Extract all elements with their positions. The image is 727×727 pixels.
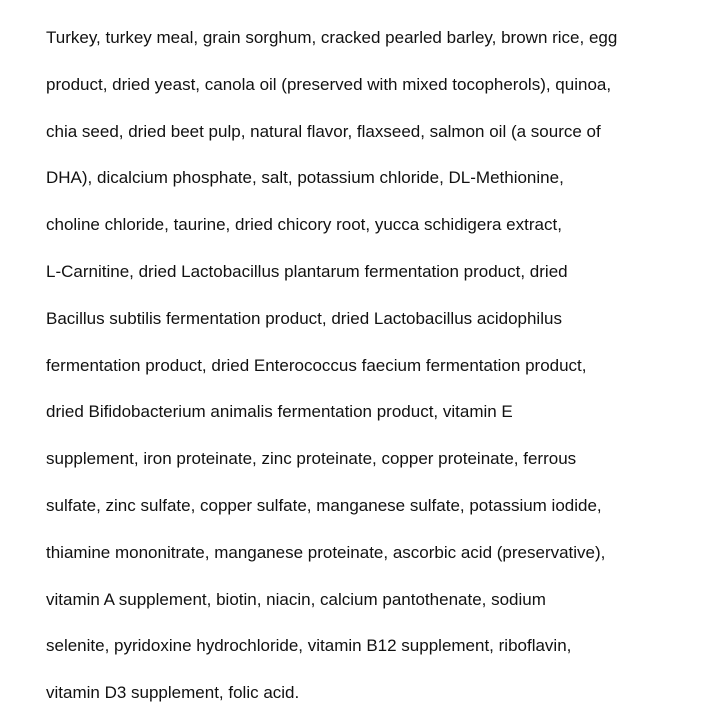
text-line: choline chloride, taurine, dried chicory root, yucca schidigera extract, [46,215,562,235]
text-line: vitamin D3 supplement, folic acid. [46,683,300,703]
text-line: vitamin A supplement, biotin, niacin, calcium pantothenate, sodium [46,589,546,609]
text-line: fermentation product, dried Enterococcus faecium fermentation product, [46,355,587,375]
text-line: thiamine mononitrate, manganese proteinate, ascorbic acid (preservative), [46,542,606,562]
text-line: supplement, iron proteinate, zinc proteinate, copper proteinate, ferrous [46,449,577,469]
text-line: selenite, pyridoxine hydrochloride, vitamin B12 supplement, riboflavin, [46,636,572,656]
text-line: Turkey, turkey meal, grain sorghum, cracked pearled barley, brown rice, egg [46,28,618,47]
text-line: product, dried yeast, canola oil (preserved with mixed tocopherols), quinoa, [46,74,612,94]
text-line: sulfate, zinc sulfate, copper sulfate, manganese sulfate, potassium iodide, [46,495,602,515]
text-line: L-Carnitine, dried Lactobacillus plantarum fermentation product, dried [46,261,568,281]
text-line: chia seed, dried beet pulp, natural flavor, flaxseed, salmon oil (a source of [46,121,601,141]
text-line: DHA), dicalcium phosphate, salt, potassium chloride, DL-Methionine, [46,168,564,188]
ingredient-paragraph [46,22,716,724]
text-line: Bacillus subtilis fermentation product, dried Lactobacillus acidophilus [46,308,562,328]
text-line: dried Bifidobacterium animalis fermentation product, vitamin E [46,402,513,422]
